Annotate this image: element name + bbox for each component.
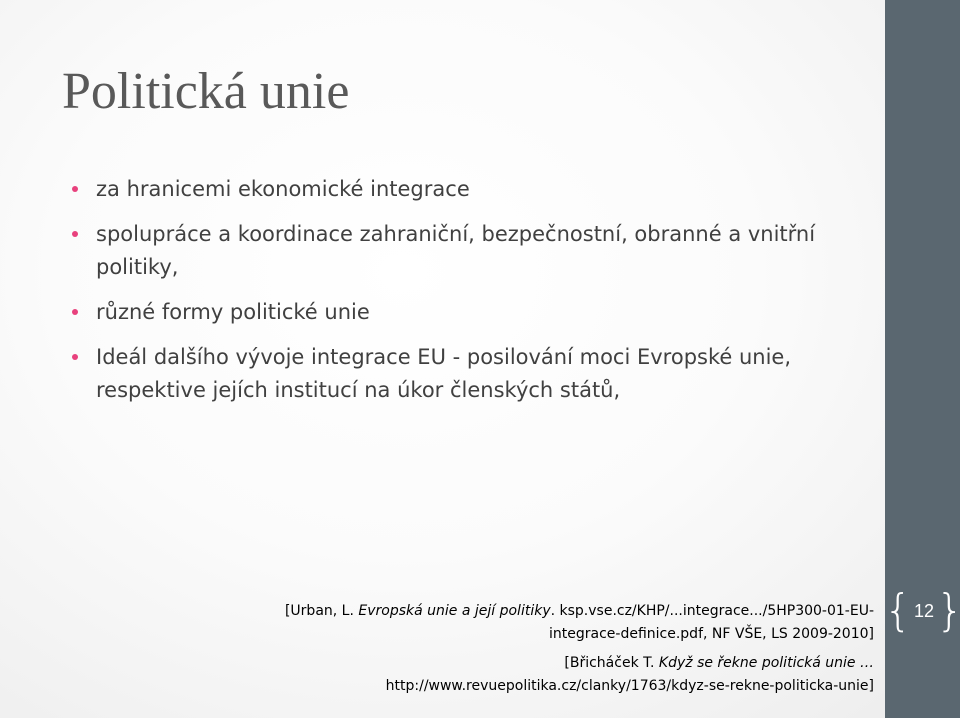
bullet-list xyxy=(72,173,842,419)
bullet-text: spolupráce a koordinace zahraniční, bezpečnostní, obranné a vnitřní politiky, xyxy=(96,222,816,279)
reference-prefix: [Urban, L. xyxy=(284,603,359,619)
reference-suffix: http://www.revuepolitika.cz/clanky/1763/kdyz-se-rekne-politicka-unie] xyxy=(385,678,874,694)
left-brace-icon: { xyxy=(883,585,912,636)
references xyxy=(254,600,874,698)
bullet-text: Ideál dalšího vývoje integrace EU - posilování moci Evropské unie, respektive jejích institucí na úkor členských států, xyxy=(96,345,792,402)
bullet-dot-icon xyxy=(72,231,78,237)
bullet-dot-icon xyxy=(72,186,78,192)
right-brace-icon: } xyxy=(936,585,964,636)
bullet-item xyxy=(72,218,842,284)
page-number: 12 xyxy=(913,600,935,621)
reference-suffix: . ksp.vse.cz/KHP/...integrace.../5HP300-01-EU-integrace-definice.pdf, NF VŠE, LS 2009-2010] xyxy=(549,603,874,642)
bullet-dot-icon xyxy=(72,309,78,315)
reference-brichacek xyxy=(254,652,874,698)
bullet-text: za hranicemi ekonomické integrace xyxy=(96,177,470,201)
reference-work-title: Evropská unie a její politiky xyxy=(358,603,551,619)
slide-title: Politická unie xyxy=(62,63,350,120)
bullet-item xyxy=(72,173,842,206)
bullet-item xyxy=(72,341,842,407)
reference-urban xyxy=(254,600,874,646)
reference-prefix: [Břicháček T. xyxy=(564,655,659,671)
bullet-item xyxy=(72,296,842,329)
page-number-badge xyxy=(883,583,964,639)
bullet-text: různé formy politické unie xyxy=(96,300,370,324)
reference-work-title: Když se řekne politická unie … xyxy=(658,655,874,671)
bullet-dot-icon xyxy=(72,354,78,360)
